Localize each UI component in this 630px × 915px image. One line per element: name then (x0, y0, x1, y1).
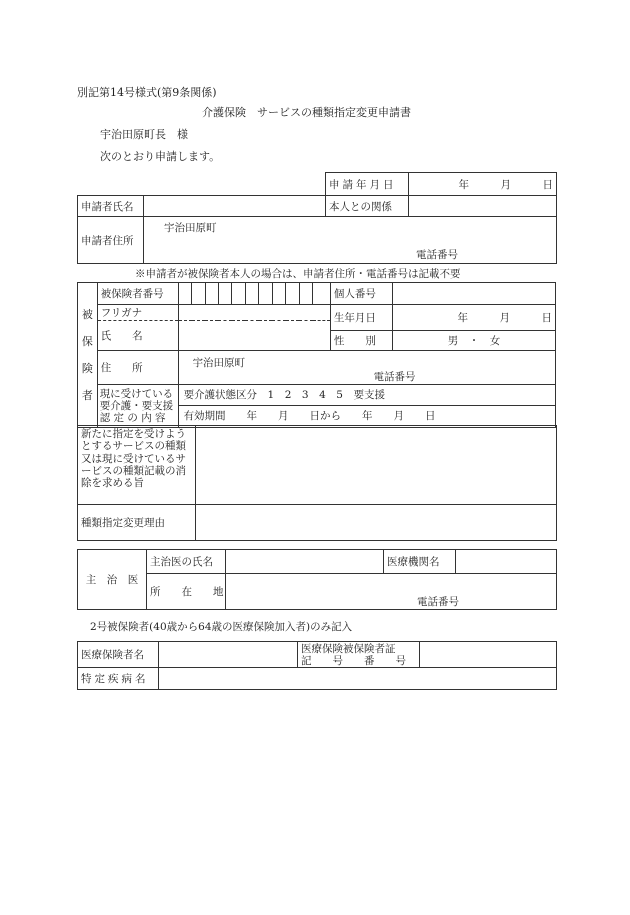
certification-label-line1: 現に受けている (99, 387, 174, 400)
applicant-name-field[interactable] (144, 196, 326, 217)
insured-number-digit[interactable] (178, 283, 191, 305)
sex-field[interactable]: 男 ・ 女 (393, 331, 556, 351)
doctor-side-label: 主 治 医 (78, 550, 147, 610)
insured-table (77, 282, 556, 428)
certification-label-line2: 要介護・要支援 (99, 399, 174, 412)
care-level-options[interactable]: 要介護状態区分 1 2 3 4 5 要支援 (179, 385, 555, 406)
disease-label: 特定疾病名 (78, 668, 159, 690)
insured-address-label: 住 所 (97, 351, 178, 385)
form-number: 別記第14号様式(第9条関係) (77, 86, 217, 99)
insured-number-digit[interactable] (245, 283, 258, 305)
insured-number-digit[interactable] (232, 283, 245, 305)
doctor-table (77, 549, 557, 610)
certification-content (178, 385, 555, 428)
side-char-1: 被 (81, 308, 93, 321)
birth-label: 生年月日 (330, 305, 392, 331)
applicant-address-town: 宇治田原町 (164, 222, 217, 234)
side-char-4: 者 (81, 389, 93, 402)
name-label: 氏 名 (97, 321, 178, 351)
insured-phone-label: 電話番号 (373, 371, 416, 383)
furigana-label: フリガナ (97, 305, 178, 321)
intro-text: 次のとおり申請します。 (100, 150, 221, 163)
furigana-field[interactable] (178, 305, 330, 321)
certification-label-line3: 認 定 の 内 容 (99, 412, 166, 425)
new-service-field[interactable] (196, 426, 557, 505)
insurance-card-field[interactable] (420, 642, 557, 668)
doctor-phone-label: 電話番号 (417, 596, 459, 608)
applicant-name-label: 申請者氏名 (78, 196, 144, 217)
insured-number-digit[interactable] (286, 283, 299, 305)
location-label: 所 在 地 (147, 574, 226, 610)
insurer-label: 医療保険者名 (78, 642, 159, 668)
location-field[interactable] (226, 574, 557, 610)
insured-number-digit[interactable] (272, 283, 285, 305)
disease-field[interactable] (159, 668, 557, 690)
institution-label: 医療機関名 (384, 550, 456, 574)
applicant-phone-label: 電話番号 (416, 249, 458, 261)
insured-number-label: 被保険者番号 (97, 283, 178, 305)
personal-number-field[interactable] (393, 283, 556, 305)
sex-label: 性 別 (330, 331, 392, 351)
relation-label: 本人との関係 (326, 196, 409, 217)
insurer-field[interactable] (159, 642, 298, 668)
insurance-card-label (298, 642, 420, 668)
institution-field[interactable] (456, 550, 557, 574)
form-title: 介護保険 サービスの種類指定変更申請書 (202, 106, 411, 119)
certification-label (97, 385, 178, 428)
name-field[interactable] (178, 321, 330, 351)
insurance-card-label-line1: 医療保険被保険者証 (301, 642, 396, 655)
insurance-card-label-line2: 記 号 番 号 (301, 654, 406, 667)
insured-address-town: 宇治田原町 (192, 357, 246, 369)
insured-number-digit[interactable] (205, 283, 218, 305)
new-service-label: 新たに指定を受けようとするサービスの種類又は現に受けているサービスの種類記載の消除を求める旨 (78, 426, 196, 505)
reason-label: 種類指定変更理由 (78, 505, 196, 541)
applicant-note: ※申請者が被保険者本人の場合は、申請者住所・電話番号は記載不要 (135, 268, 461, 280)
addressee: 宇治田原町長 様 (100, 128, 188, 141)
side-char-2: 保 (81, 335, 93, 348)
insured-number-spacer (313, 283, 331, 305)
insured-number-digit[interactable] (218, 283, 231, 305)
insured-side-label (78, 283, 98, 428)
applicant-table (77, 195, 557, 264)
personal-number-label: 個人番号 (330, 283, 392, 305)
applicant-address-label: 申請者住所 (78, 217, 144, 264)
application-date-table (325, 172, 557, 196)
doctor-name-field[interactable] (226, 550, 384, 574)
applicant-address-field[interactable] (144, 217, 557, 264)
side-char-3: 険 (81, 362, 93, 375)
validity-period[interactable]: 有効期間 年 月 日から 年 月 日 (183, 410, 436, 422)
medical-table (77, 641, 557, 690)
application-date-field[interactable]: 年 月 日 (409, 173, 557, 196)
service-table (77, 425, 557, 541)
reason-field[interactable] (196, 505, 557, 541)
birth-field[interactable]: 年 月 日 (393, 305, 556, 331)
application-date-label: 申請年月日 (326, 173, 409, 196)
insured-number-digit[interactable] (259, 283, 272, 305)
type2-note: 2号被保険者(40歳から64歳の医療保険加入者)のみ記入 (90, 621, 353, 633)
relation-field[interactable] (409, 196, 557, 217)
insured-number-digit[interactable] (192, 283, 205, 305)
doctor-name-label: 主治医の氏名 (147, 550, 226, 574)
insured-number-digit[interactable] (299, 283, 312, 305)
insured-address-field[interactable] (178, 351, 555, 385)
